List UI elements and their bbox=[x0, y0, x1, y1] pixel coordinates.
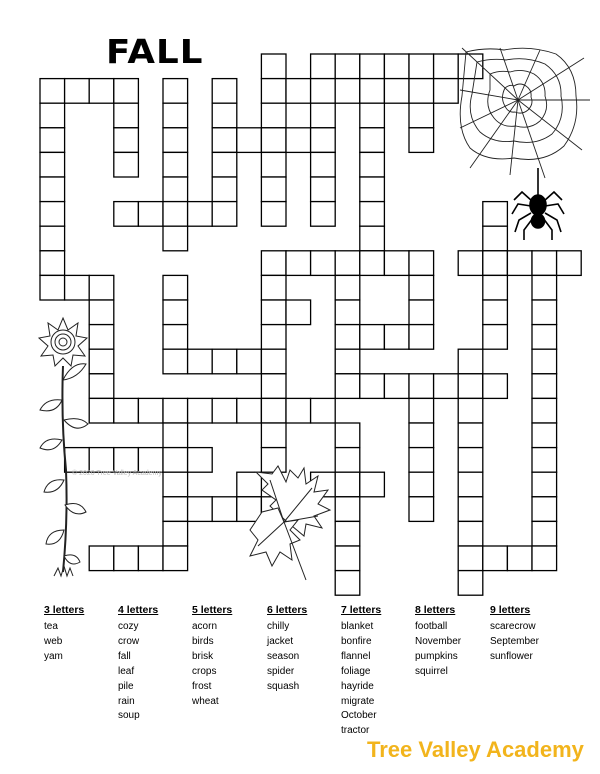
crossword-cell[interactable] bbox=[212, 79, 237, 104]
crossword-cell[interactable] bbox=[114, 79, 139, 104]
crossword-cell[interactable] bbox=[212, 152, 237, 177]
crossword-cell[interactable] bbox=[360, 226, 385, 251]
crossword-cell[interactable] bbox=[163, 398, 188, 423]
crossword-cell[interactable] bbox=[261, 177, 286, 202]
crossword-cell[interactable] bbox=[163, 79, 188, 104]
crossword-cell[interactable] bbox=[335, 546, 360, 571]
crossword-cell[interactable] bbox=[212, 202, 237, 227]
crossword-cell[interactable] bbox=[532, 472, 557, 497]
crossword-cell[interactable] bbox=[409, 251, 434, 276]
crossword-cell[interactable] bbox=[261, 54, 286, 79]
crossword-cell[interactable] bbox=[114, 128, 139, 153]
crossword-cell[interactable] bbox=[212, 349, 237, 374]
crossword-cell[interactable] bbox=[286, 300, 311, 325]
word-item: blanket bbox=[341, 621, 374, 632]
crossword-cell[interactable] bbox=[311, 202, 336, 227]
crossword-cell[interactable] bbox=[311, 472, 336, 497]
crossword-cell[interactable] bbox=[458, 448, 483, 473]
crossword-cell[interactable] bbox=[360, 152, 385, 177]
word-list-4-letters bbox=[118, 603, 198, 724]
crossword-cell[interactable] bbox=[458, 398, 483, 423]
crossword-cell[interactable] bbox=[458, 521, 483, 546]
crossword-cell[interactable] bbox=[40, 226, 65, 251]
crossword-cell[interactable] bbox=[409, 128, 434, 153]
crossword-cell[interactable] bbox=[507, 251, 532, 276]
crossword-cell[interactable] bbox=[335, 300, 360, 325]
brand-logo-text: Tree Valley Academy bbox=[367, 737, 584, 762]
crossword-cell[interactable] bbox=[163, 300, 188, 325]
crossword-cell[interactable] bbox=[360, 374, 385, 399]
crossword-cell[interactable] bbox=[65, 79, 90, 104]
crossword-cell[interactable] bbox=[114, 398, 139, 423]
crossword-cell[interactable] bbox=[507, 546, 532, 571]
crossword-cell[interactable] bbox=[163, 521, 188, 546]
crossword-cell[interactable] bbox=[89, 349, 114, 374]
crossword-cell[interactable] bbox=[138, 202, 163, 227]
word-list-3-letters bbox=[44, 603, 124, 665]
crossword-cell[interactable] bbox=[163, 128, 188, 153]
crossword-cell[interactable] bbox=[458, 349, 483, 374]
word-item: tea bbox=[44, 621, 58, 632]
crossword-cell[interactable] bbox=[138, 448, 163, 473]
crossword-cell[interactable] bbox=[261, 152, 286, 177]
crossword-cell[interactable] bbox=[237, 472, 262, 497]
word-item: October bbox=[341, 710, 377, 722]
crossword-cell[interactable] bbox=[286, 497, 311, 522]
crossword-cell[interactable] bbox=[532, 300, 557, 325]
crossword-cell[interactable] bbox=[261, 497, 286, 522]
crossword-cell[interactable] bbox=[188, 202, 213, 227]
puzzle-title: FALL bbox=[106, 32, 204, 71]
crossword-cell[interactable] bbox=[237, 349, 262, 374]
word-item: fall bbox=[118, 650, 131, 662]
word-list-heading: 3 letters bbox=[44, 604, 85, 616]
crossword-cell[interactable] bbox=[311, 152, 336, 177]
crossword-cell[interactable] bbox=[261, 423, 286, 448]
crossword-cell[interactable] bbox=[163, 325, 188, 350]
crossword-cell[interactable] bbox=[532, 423, 557, 448]
word-item: brisk bbox=[192, 650, 214, 662]
crossword-cell[interactable] bbox=[532, 374, 557, 399]
crossword-cell[interactable] bbox=[458, 472, 483, 497]
crossword-cell[interactable] bbox=[163, 448, 188, 473]
word-item: web bbox=[44, 635, 63, 647]
crossword-cell[interactable] bbox=[261, 103, 286, 128]
crossword-cell[interactable] bbox=[212, 128, 237, 153]
crossword-cell[interactable] bbox=[163, 472, 188, 497]
word-item: scarecrow bbox=[490, 621, 536, 632]
crossword-cell[interactable] bbox=[311, 54, 336, 79]
word-list-heading: 5 letters bbox=[192, 604, 233, 616]
crossword-cell[interactable] bbox=[532, 497, 557, 522]
crossword-cell[interactable] bbox=[335, 374, 360, 399]
crossword-cell[interactable] bbox=[458, 54, 483, 79]
crossword-cell[interactable] bbox=[40, 275, 65, 300]
crossword-cell[interactable] bbox=[89, 448, 114, 473]
crossword-cell[interactable] bbox=[384, 325, 409, 350]
crossword-cell[interactable] bbox=[261, 79, 286, 104]
crossword-cell[interactable] bbox=[409, 497, 434, 522]
crossword-cell[interactable] bbox=[311, 398, 336, 423]
crossword-cell[interactable] bbox=[532, 521, 557, 546]
crossword-cell[interactable] bbox=[40, 177, 65, 202]
copyright-watermark: © 2020 Tree Valley Academy bbox=[72, 470, 162, 477]
crossword-cell[interactable] bbox=[360, 472, 385, 497]
word-item: sunflower bbox=[490, 650, 533, 662]
word-item: wheat bbox=[192, 695, 219, 707]
word-item: crow bbox=[118, 635, 140, 647]
crossword-cell[interactable] bbox=[311, 79, 336, 104]
word-list-heading: 7 letters bbox=[341, 604, 382, 616]
crossword-cell[interactable] bbox=[212, 177, 237, 202]
crossword-cell[interactable] bbox=[409, 79, 434, 104]
crossword-cell[interactable] bbox=[360, 79, 385, 104]
word-list-heading: 4 letters bbox=[118, 604, 159, 616]
crossword-cell[interactable] bbox=[114, 103, 139, 128]
crossword-cell[interactable] bbox=[409, 472, 434, 497]
crossword-cell[interactable] bbox=[163, 349, 188, 374]
crossword-cell[interactable] bbox=[40, 202, 65, 227]
crossword-cell[interactable] bbox=[89, 300, 114, 325]
crossword-cell[interactable] bbox=[360, 128, 385, 153]
crossword-cell[interactable] bbox=[532, 546, 557, 571]
crossword-cell[interactable] bbox=[458, 571, 483, 596]
word-item: bonfire bbox=[341, 635, 372, 647]
crossword-cell[interactable] bbox=[261, 349, 286, 374]
crossword-cell[interactable] bbox=[335, 448, 360, 473]
word-item: tractor bbox=[341, 725, 370, 737]
crossword-cell[interactable] bbox=[335, 349, 360, 374]
crossword-cell[interactable] bbox=[188, 398, 213, 423]
word-item: pile bbox=[118, 680, 134, 692]
word-item: September bbox=[490, 635, 539, 647]
crossword-cell[interactable] bbox=[434, 79, 459, 104]
crossword-cell[interactable] bbox=[360, 325, 385, 350]
crossword-cell[interactable] bbox=[483, 202, 508, 227]
crossword-cell[interactable] bbox=[458, 251, 483, 276]
word-list-heading: 8 letters bbox=[415, 604, 456, 616]
crossword-cell[interactable] bbox=[532, 251, 557, 276]
word-item: migrate bbox=[341, 695, 375, 707]
crossword-cell[interactable] bbox=[335, 275, 360, 300]
crossword-cell[interactable] bbox=[409, 374, 434, 399]
crossword-cell[interactable] bbox=[89, 275, 114, 300]
word-list-5-letters bbox=[192, 603, 272, 709]
crossword-cell[interactable] bbox=[286, 251, 311, 276]
crossword-cell[interactable] bbox=[360, 202, 385, 227]
word-list-8-letters bbox=[415, 603, 495, 680]
word-item: pumpkins bbox=[415, 650, 458, 662]
crossword-cell[interactable] bbox=[483, 226, 508, 251]
crossword-cell[interactable] bbox=[360, 251, 385, 276]
crossword-cell[interactable] bbox=[138, 398, 163, 423]
word-item: crops bbox=[192, 665, 217, 677]
crossword-cell[interactable] bbox=[286, 128, 311, 153]
crossword-cell[interactable] bbox=[335, 521, 360, 546]
word-item: rain bbox=[118, 695, 135, 707]
crossword-cell[interactable] bbox=[40, 152, 65, 177]
crossword-cell[interactable] bbox=[163, 177, 188, 202]
crossword-cell[interactable] bbox=[384, 79, 409, 104]
crossword-cell[interactable] bbox=[114, 152, 139, 177]
word-list-9-letters bbox=[490, 603, 570, 665]
crossword-cell[interactable] bbox=[458, 423, 483, 448]
word-list-6-letters bbox=[267, 603, 347, 695]
crossword-cell[interactable] bbox=[532, 398, 557, 423]
crossword-cell[interactable] bbox=[360, 177, 385, 202]
crossword-cell[interactable] bbox=[65, 448, 90, 473]
word-item: season bbox=[267, 650, 300, 662]
crossword-cell[interactable] bbox=[212, 398, 237, 423]
crossword-cell[interactable] bbox=[335, 423, 360, 448]
crossword-cell[interactable] bbox=[261, 374, 286, 399]
crossword-cell[interactable] bbox=[458, 497, 483, 522]
crossword-cell[interactable] bbox=[163, 202, 188, 227]
crossword-cell[interactable] bbox=[409, 275, 434, 300]
crossword-cell[interactable] bbox=[114, 546, 139, 571]
crossword-cell[interactable] bbox=[384, 54, 409, 79]
crossword-cell[interactable] bbox=[532, 349, 557, 374]
crossword-cell[interactable] bbox=[163, 423, 188, 448]
crossword-cell[interactable] bbox=[89, 546, 114, 571]
crossword-cell[interactable] bbox=[311, 177, 336, 202]
crossword-cell[interactable] bbox=[458, 546, 483, 571]
crossword-cell[interactable] bbox=[188, 497, 213, 522]
word-item: foliage bbox=[341, 665, 371, 677]
crossword-cell[interactable] bbox=[409, 448, 434, 473]
word-item: frost bbox=[192, 680, 212, 692]
crossword-cell[interactable] bbox=[360, 54, 385, 79]
crossword-cell[interactable] bbox=[532, 448, 557, 473]
crossword-cell[interactable] bbox=[434, 54, 459, 79]
word-item: football bbox=[415, 621, 448, 632]
crossword-cell[interactable] bbox=[483, 374, 508, 399]
crossword-cell[interactable] bbox=[65, 275, 90, 300]
crossword-cell[interactable] bbox=[212, 497, 237, 522]
crossword-cell[interactable] bbox=[188, 349, 213, 374]
crossword-cell[interactable] bbox=[138, 546, 163, 571]
word-item: hayride bbox=[341, 680, 374, 692]
crossword-cell[interactable] bbox=[261, 202, 286, 227]
word-item: spider bbox=[267, 665, 295, 677]
crossword-cell[interactable] bbox=[40, 79, 65, 104]
word-item: birds bbox=[192, 635, 214, 647]
crossword-cell[interactable] bbox=[483, 546, 508, 571]
crossword-cell[interactable] bbox=[335, 497, 360, 522]
crossword-cell[interactable] bbox=[114, 202, 139, 227]
crossword-cell[interactable] bbox=[261, 325, 286, 350]
crossword-cell[interactable] bbox=[40, 251, 65, 276]
crossword-cell[interactable] bbox=[557, 251, 582, 276]
crossword-cell[interactable] bbox=[409, 300, 434, 325]
word-list-7-letters bbox=[341, 603, 421, 739]
crossword-cell[interactable] bbox=[89, 79, 114, 104]
crossword-cell[interactable] bbox=[409, 325, 434, 350]
crossword-cell[interactable] bbox=[163, 103, 188, 128]
crossword-cell[interactable] bbox=[237, 128, 262, 153]
crossword-cell[interactable] bbox=[409, 398, 434, 423]
crossword-cell[interactable] bbox=[261, 448, 286, 473]
crossword-cell[interactable] bbox=[261, 275, 286, 300]
crossword-cell[interactable] bbox=[261, 398, 286, 423]
word-item: flannel bbox=[341, 650, 371, 662]
crossword-cell[interactable] bbox=[311, 128, 336, 153]
word-list-heading: 9 letters bbox=[490, 604, 531, 616]
crossword-cell[interactable] bbox=[384, 374, 409, 399]
crossword-cell[interactable] bbox=[409, 54, 434, 79]
crossword-cell[interactable] bbox=[360, 103, 385, 128]
crossword-cell[interactable] bbox=[261, 300, 286, 325]
crossword-cell[interactable] bbox=[483, 251, 508, 276]
crossword-cell[interactable] bbox=[483, 275, 508, 300]
crossword-cell[interactable] bbox=[335, 472, 360, 497]
crossword-cell[interactable] bbox=[384, 251, 409, 276]
word-item: squash bbox=[267, 680, 300, 692]
word-item: yam bbox=[44, 650, 63, 662]
crossword-cell[interactable] bbox=[163, 497, 188, 522]
crossword-cell[interactable] bbox=[114, 448, 139, 473]
crossword-cell[interactable] bbox=[212, 103, 237, 128]
crossword-cell[interactable] bbox=[311, 251, 336, 276]
word-list-heading: 6 letters bbox=[267, 604, 308, 616]
crossword-cell[interactable] bbox=[286, 398, 311, 423]
word-item: chilly bbox=[267, 621, 290, 632]
crossword-cell[interactable] bbox=[237, 398, 262, 423]
crossword-cell[interactable] bbox=[335, 325, 360, 350]
crossword-cell[interactable] bbox=[335, 79, 360, 104]
crossword-cell[interactable] bbox=[335, 571, 360, 596]
word-item: soup bbox=[118, 710, 140, 722]
word-item: jacket bbox=[267, 635, 294, 647]
crossword-cell[interactable] bbox=[89, 325, 114, 350]
crossword-cell[interactable] bbox=[89, 374, 114, 399]
word-item: cozy bbox=[118, 621, 139, 632]
word-item: squirrel bbox=[415, 665, 448, 677]
crossword-cell[interactable] bbox=[532, 275, 557, 300]
crossword-cell[interactable] bbox=[335, 251, 360, 276]
crossword-cell[interactable] bbox=[409, 103, 434, 128]
crossword-cell[interactable] bbox=[335, 54, 360, 79]
crossword-cell[interactable] bbox=[188, 448, 213, 473]
crossword-cell[interactable] bbox=[40, 103, 65, 128]
word-item: November bbox=[415, 635, 462, 647]
word-item: leaf bbox=[118, 665, 135, 677]
crossword-cell[interactable] bbox=[409, 423, 434, 448]
crossword-cell[interactable] bbox=[261, 128, 286, 153]
crossword-cell[interactable] bbox=[163, 546, 188, 571]
crossword-cell[interactable] bbox=[532, 325, 557, 350]
crossword-cell[interactable] bbox=[483, 325, 508, 350]
crossword-cell[interactable] bbox=[483, 300, 508, 325]
crossword-cell[interactable] bbox=[261, 251, 286, 276]
crossword-cell[interactable] bbox=[237, 497, 262, 522]
crossword-cell[interactable] bbox=[458, 374, 483, 399]
crossword-cell[interactable] bbox=[89, 398, 114, 423]
word-item: acorn bbox=[192, 621, 218, 632]
crossword-cell[interactable] bbox=[286, 79, 311, 104]
crossword-cell[interactable] bbox=[163, 226, 188, 251]
crossword-cell[interactable] bbox=[40, 128, 65, 153]
crossword-cell[interactable] bbox=[434, 374, 459, 399]
crossword-cell[interactable] bbox=[311, 103, 336, 128]
crossword-cell[interactable] bbox=[163, 275, 188, 300]
crossword-cell[interactable] bbox=[163, 152, 188, 177]
